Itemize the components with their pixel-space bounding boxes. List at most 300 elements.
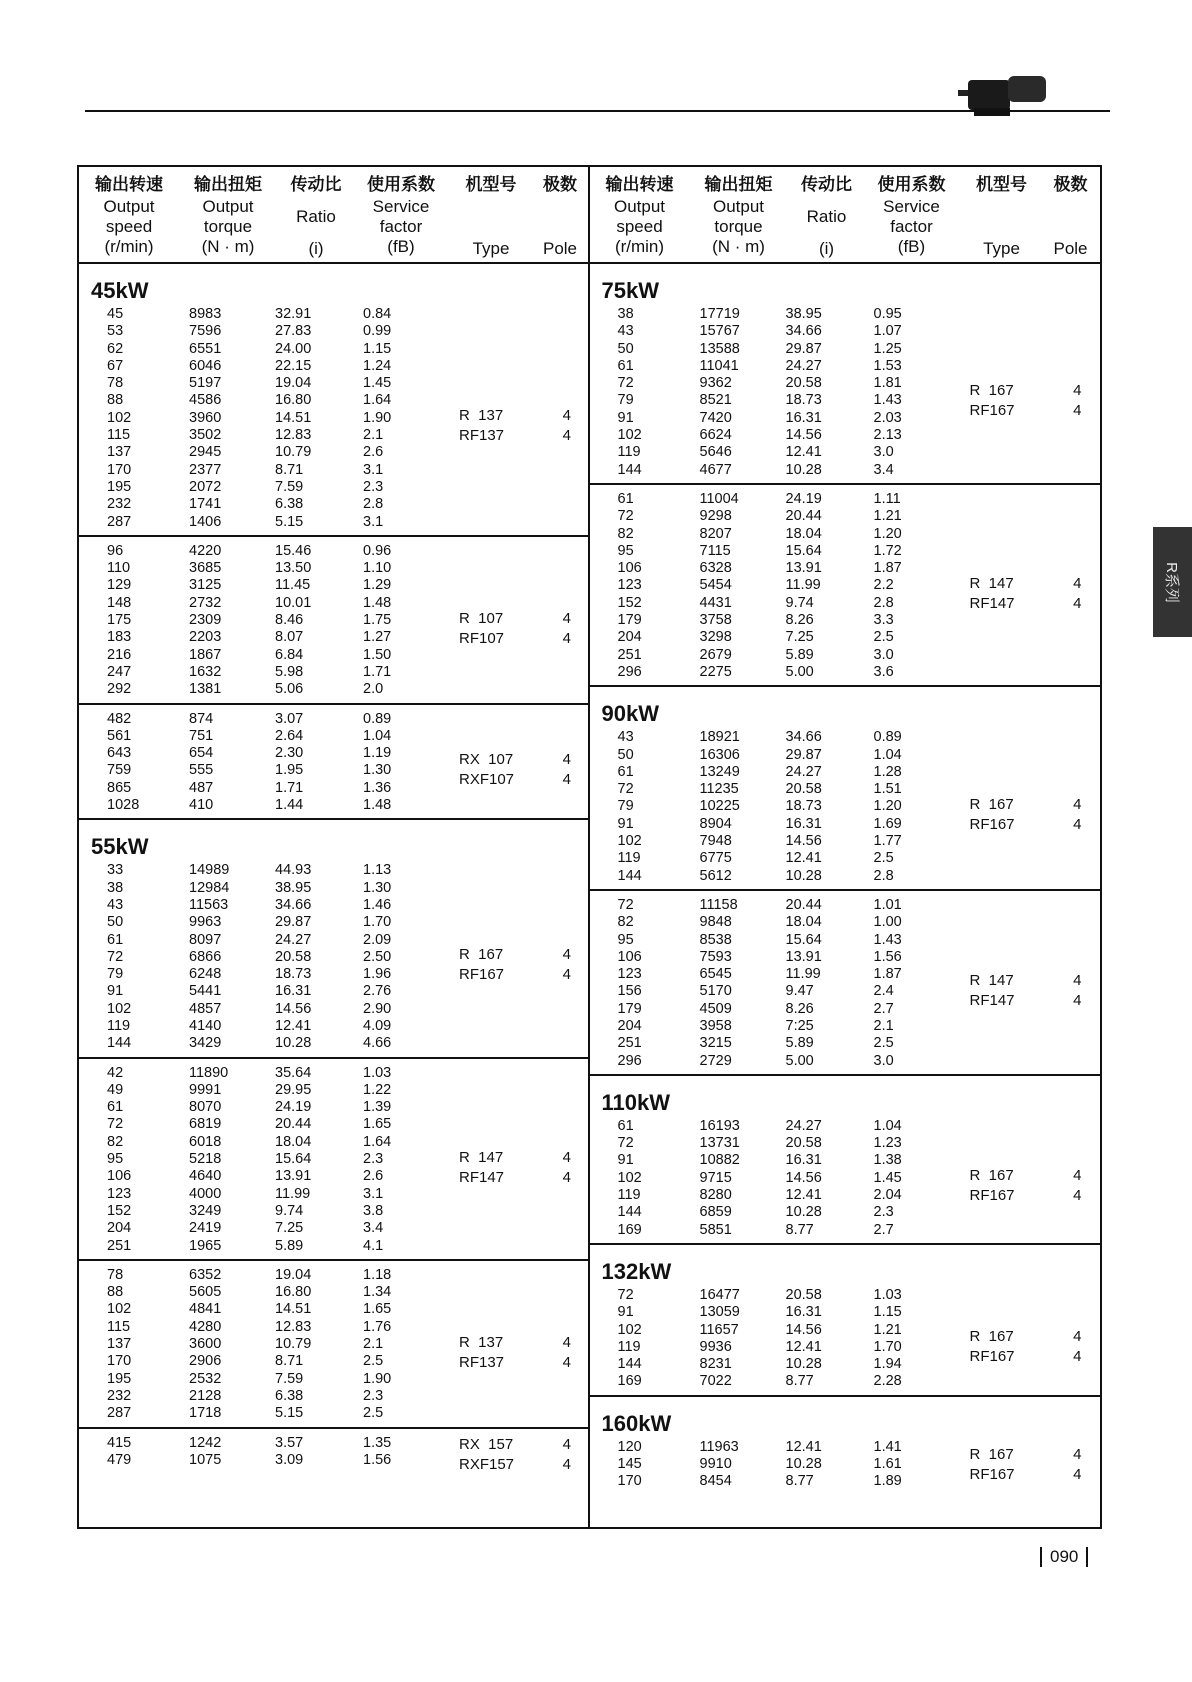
ratio-cell: 11.99 bbox=[785, 577, 821, 594]
model-type: R 137 bbox=[459, 1333, 504, 1351]
output-torque-cell: 13249 bbox=[699, 763, 740, 780]
service-factor-cell: 1.50 bbox=[363, 646, 392, 663]
ratio-cell: 14.56 bbox=[785, 1169, 822, 1186]
output-torque-cell: 16477 bbox=[699, 1286, 740, 1303]
series-side-tab bbox=[1153, 527, 1192, 637]
output-torque-cell: 1242 bbox=[189, 1434, 222, 1451]
ratio-cell: 7.25 bbox=[785, 629, 814, 646]
table-header bbox=[79, 167, 588, 264]
power-group bbox=[590, 1076, 1101, 1245]
ratio-cell: 3.09 bbox=[275, 1451, 304, 1468]
output-speed-cell: 195 bbox=[107, 1370, 132, 1387]
type-line bbox=[459, 770, 571, 790]
ratio-cell: 13.91 bbox=[785, 948, 822, 965]
service-factor-cell: 1.15 bbox=[873, 1304, 902, 1321]
output-speed-cell: 119 bbox=[617, 1187, 641, 1204]
ratio-cell: 16.31 bbox=[785, 815, 822, 832]
table-row bbox=[590, 914, 1101, 931]
service-factor-cell: 2.3 bbox=[363, 478, 384, 495]
type-line bbox=[970, 1166, 1082, 1186]
output-speed-cell: 72 bbox=[617, 1135, 634, 1152]
service-factor-cell: 1.07 bbox=[873, 323, 902, 340]
output-torque-cell: 8454 bbox=[699, 1473, 732, 1490]
power-rating-heading: 90kW bbox=[601, 701, 659, 727]
output-speed-cell: 169 bbox=[617, 1373, 642, 1390]
output-speed-cell: 137 bbox=[107, 444, 132, 461]
output-torque-cell: 11158 bbox=[699, 896, 738, 913]
service-factor-cell: 2.1 bbox=[363, 427, 384, 444]
service-factor-cell: 1.45 bbox=[363, 375, 392, 392]
page-number bbox=[1040, 1547, 1088, 1567]
output-speed-cell: 119 bbox=[107, 1017, 131, 1034]
table-row bbox=[79, 496, 588, 513]
service-factor-cell: 1.94 bbox=[873, 1356, 902, 1373]
output-speed-cell: 106 bbox=[617, 948, 642, 965]
output-torque-cell: 3249 bbox=[189, 1202, 222, 1219]
table-row bbox=[590, 647, 1101, 664]
output-torque-cell: 5612 bbox=[699, 867, 732, 884]
output-torque-cell: 9715 bbox=[699, 1169, 732, 1186]
table-row bbox=[79, 375, 588, 392]
table-row bbox=[590, 306, 1101, 323]
group-rows bbox=[590, 729, 1101, 885]
output-speed-cell: 78 bbox=[107, 1266, 124, 1283]
table-row bbox=[590, 747, 1101, 764]
service-factor-cell: 1.04 bbox=[873, 1117, 902, 1134]
model-type: R 167 bbox=[969, 1167, 1014, 1185]
service-factor-cell: 3.1 bbox=[363, 1185, 384, 1202]
pole-count: 4 bbox=[562, 1168, 571, 1186]
group-rows bbox=[590, 1118, 1101, 1239]
service-factor-cell: 1.65 bbox=[363, 1116, 392, 1133]
group-rows bbox=[79, 543, 588, 699]
output-torque-cell: 3125 bbox=[189, 577, 222, 594]
service-factor-cell: 1.15 bbox=[363, 340, 392, 357]
output-speed-cell: 62 bbox=[107, 340, 124, 357]
ratio-cell: 44.93 bbox=[275, 862, 312, 879]
table-row bbox=[79, 1301, 588, 1318]
model-type: RF147 bbox=[969, 595, 1015, 613]
service-factor-cell: 2.6 bbox=[363, 444, 384, 461]
output-speed-cell: 232 bbox=[107, 496, 132, 513]
service-factor-cell: 2.5 bbox=[873, 850, 894, 867]
col-sf-header: 使用系数 Service factor (fB) bbox=[367, 175, 435, 256]
model-type: RF147 bbox=[969, 992, 1015, 1010]
power-group bbox=[590, 891, 1101, 1076]
ratio-cell: 11.99 bbox=[785, 966, 821, 983]
service-factor-cell: 2.5 bbox=[873, 629, 894, 646]
output-speed-cell: 296 bbox=[617, 663, 642, 680]
ratio-cell: 24.27 bbox=[785, 1117, 822, 1134]
output-speed-cell: 479 bbox=[107, 1451, 132, 1468]
service-factor-cell: 2.0 bbox=[363, 681, 384, 698]
col-speed-header: 输出转速 Output speed (r/min) bbox=[605, 175, 674, 256]
output-torque-cell: 4000 bbox=[189, 1185, 222, 1202]
service-factor-cell: 1.61 bbox=[873, 1456, 902, 1473]
service-factor-cell: 1.71 bbox=[363, 663, 392, 680]
ratio-cell: 5.89 bbox=[785, 646, 814, 663]
table-row bbox=[590, 358, 1101, 375]
ratio-cell: 1.95 bbox=[275, 762, 304, 779]
ratio-cell: 7.59 bbox=[275, 1370, 304, 1387]
output-speed-cell: 61 bbox=[617, 763, 634, 780]
output-torque-cell: 6248 bbox=[189, 966, 222, 983]
ratio-cell: 24.27 bbox=[275, 931, 312, 948]
output-speed-cell: 72 bbox=[617, 781, 634, 798]
ratio-cell: 10.28 bbox=[785, 461, 822, 478]
service-factor-cell: 1.89 bbox=[873, 1473, 902, 1490]
output-torque-cell: 8070 bbox=[189, 1099, 222, 1116]
model-type: RF147 bbox=[459, 1168, 505, 1186]
table-row bbox=[79, 914, 588, 931]
pole-count: 4 bbox=[1073, 972, 1082, 990]
selection-table bbox=[77, 165, 1102, 1529]
table-row bbox=[79, 1116, 588, 1133]
table-row bbox=[590, 462, 1101, 479]
output-speed-cell: 137 bbox=[107, 1336, 132, 1353]
output-torque-cell: 3758 bbox=[699, 612, 732, 629]
output-speed-cell: 82 bbox=[107, 1133, 124, 1150]
output-torque-cell: 11004 bbox=[699, 490, 739, 507]
type-line bbox=[459, 965, 571, 985]
output-speed-cell: 759 bbox=[107, 762, 132, 779]
output-speed-cell: 148 bbox=[107, 594, 132, 611]
table-row bbox=[79, 323, 588, 340]
output-speed-cell: 72 bbox=[617, 1286, 634, 1303]
service-factor-cell: 2.5 bbox=[363, 1353, 384, 1370]
service-factor-cell: 1.70 bbox=[873, 1338, 902, 1355]
ratio-cell: 15.64 bbox=[275, 1151, 312, 1168]
table-row bbox=[79, 797, 588, 814]
output-speed-cell: 102 bbox=[617, 1321, 642, 1338]
output-torque-cell: 5441 bbox=[189, 983, 222, 1000]
ratio-cell: 10.28 bbox=[785, 867, 822, 884]
service-factor-cell: 1.35 bbox=[363, 1434, 392, 1451]
service-factor-cell: 1.96 bbox=[363, 966, 392, 983]
output-speed-cell: 251 bbox=[617, 1035, 642, 1052]
ratio-cell: 5.00 bbox=[785, 663, 814, 680]
power-group bbox=[590, 485, 1101, 687]
table-row bbox=[79, 462, 588, 479]
type-pole-block bbox=[459, 609, 571, 649]
table-right-half bbox=[590, 167, 1101, 1527]
output-speed-cell: 123 bbox=[617, 577, 642, 594]
output-speed-cell: 287 bbox=[107, 513, 132, 530]
pole-count: 4 bbox=[562, 629, 571, 647]
group-rows bbox=[590, 1287, 1101, 1391]
output-torque-cell: 5454 bbox=[699, 577, 732, 594]
model-type: RF167 bbox=[969, 1187, 1015, 1205]
table-row bbox=[590, 1135, 1101, 1152]
output-speed-cell: 79 bbox=[617, 798, 634, 815]
output-torque-cell: 7022 bbox=[699, 1373, 732, 1390]
ratio-cell: 34.66 bbox=[275, 896, 312, 913]
ratio-cell: 16.80 bbox=[275, 1284, 312, 1301]
service-factor-cell: 2.8 bbox=[873, 867, 894, 884]
service-factor-cell: 1.19 bbox=[363, 745, 392, 762]
service-factor-cell: 4.1 bbox=[363, 1237, 384, 1254]
col-ratio-header: 传动比 Ratio (i) bbox=[290, 175, 342, 258]
output-torque-cell: 4640 bbox=[189, 1168, 222, 1185]
output-torque-cell: 13731 bbox=[699, 1135, 740, 1152]
type-line bbox=[459, 1333, 571, 1353]
ratio-cell: 15.46 bbox=[275, 542, 312, 559]
ratio-cell: 38.95 bbox=[785, 306, 822, 322]
service-factor-cell: 1.20 bbox=[873, 798, 902, 815]
model-type: R 147 bbox=[969, 575, 1014, 593]
ratio-cell: 10.28 bbox=[785, 1456, 822, 1473]
series-label: R系列 bbox=[1163, 561, 1180, 603]
ratio-cell: 5.15 bbox=[275, 1405, 304, 1422]
power-group bbox=[590, 264, 1101, 485]
table-row bbox=[79, 1267, 588, 1284]
power-group bbox=[590, 687, 1101, 891]
output-speed-cell: 179 bbox=[617, 612, 642, 629]
output-speed-cell: 38 bbox=[107, 879, 124, 896]
output-torque-cell: 2906 bbox=[189, 1353, 222, 1370]
output-torque-cell: 15767 bbox=[699, 323, 740, 340]
output-speed-cell: 67 bbox=[107, 357, 124, 374]
service-factor-cell: 2.1 bbox=[873, 1017, 894, 1034]
output-speed-cell: 204 bbox=[107, 1220, 132, 1237]
ratio-cell: 12.41 bbox=[785, 1338, 822, 1355]
output-speed-cell: 204 bbox=[617, 629, 642, 646]
output-speed-cell: 145 bbox=[617, 1456, 642, 1473]
output-torque-cell: 6328 bbox=[699, 560, 732, 577]
power-group bbox=[79, 1429, 588, 1474]
service-factor-cell: 2.8 bbox=[873, 594, 894, 611]
type-line bbox=[970, 574, 1082, 594]
service-factor-cell: 1.43 bbox=[873, 392, 902, 409]
ratio-cell: 13.50 bbox=[275, 560, 312, 577]
ratio-cell: 22.15 bbox=[275, 357, 312, 374]
output-torque-cell: 2945 bbox=[189, 444, 222, 461]
table-row bbox=[590, 1053, 1101, 1070]
output-speed-cell: 33 bbox=[107, 862, 124, 879]
output-torque-cell: 9848 bbox=[699, 914, 732, 931]
output-torque-cell: 2419 bbox=[189, 1220, 222, 1237]
ratio-cell: 14.56 bbox=[275, 1000, 312, 1017]
output-torque-cell: 11041 bbox=[699, 357, 739, 374]
ratio-cell: 16.31 bbox=[785, 409, 822, 426]
output-speed-cell: 102 bbox=[617, 1169, 642, 1186]
table-row bbox=[590, 629, 1101, 646]
ratio-cell: 5.89 bbox=[785, 1035, 814, 1052]
table-row bbox=[79, 1203, 588, 1220]
table-row bbox=[79, 880, 588, 897]
table-row bbox=[590, 932, 1101, 949]
output-speed-cell: 204 bbox=[617, 1017, 642, 1034]
service-factor-cell: 1.45 bbox=[873, 1169, 902, 1186]
ratio-cell: 3.07 bbox=[275, 710, 304, 727]
ratio-cell: 12.41 bbox=[785, 1187, 822, 1204]
service-factor-cell: 1.30 bbox=[363, 762, 392, 779]
power-group bbox=[79, 264, 588, 537]
type-line bbox=[459, 1435, 571, 1455]
output-torque-cell: 4509 bbox=[699, 1000, 732, 1017]
pole-count: 4 bbox=[562, 771, 571, 789]
group-rows bbox=[79, 306, 588, 531]
output-torque-cell: 4140 bbox=[189, 1017, 222, 1034]
service-factor-cell: 4.09 bbox=[363, 1017, 392, 1034]
output-speed-cell: 152 bbox=[107, 1202, 132, 1219]
ratio-cell: 35.64 bbox=[275, 1064, 312, 1081]
model-type: RXF107 bbox=[459, 771, 515, 789]
output-speed-cell: 144 bbox=[107, 1035, 132, 1052]
group-rows bbox=[590, 491, 1101, 681]
ratio-cell: 19.04 bbox=[275, 1266, 312, 1283]
output-torque-cell: 18921 bbox=[699, 729, 740, 746]
service-factor-cell: 1.41 bbox=[873, 1438, 902, 1455]
table-row bbox=[590, 850, 1101, 867]
output-torque-cell: 6866 bbox=[189, 948, 222, 965]
ratio-cell: 16.31 bbox=[785, 1304, 822, 1321]
table-row bbox=[590, 543, 1101, 560]
service-factor-cell: 1.70 bbox=[363, 914, 392, 931]
output-speed-cell: 72 bbox=[107, 1116, 124, 1133]
pole-count: 4 bbox=[562, 609, 571, 627]
group-rows bbox=[79, 1434, 588, 1473]
table-row bbox=[79, 1238, 588, 1255]
power-rating-heading: 160kW bbox=[601, 1410, 672, 1436]
output-torque-cell: 8904 bbox=[699, 815, 732, 832]
type-pole-block bbox=[970, 971, 1082, 1011]
ratio-cell: 8.26 bbox=[785, 612, 814, 629]
table-row bbox=[79, 560, 588, 577]
output-speed-cell: 123 bbox=[617, 966, 642, 983]
ratio-cell: 10.79 bbox=[275, 444, 312, 461]
ratio-cell: 12.41 bbox=[785, 1438, 822, 1455]
table-row bbox=[79, 711, 588, 728]
type-pole-block bbox=[970, 1445, 1082, 1485]
ratio-cell: 8.77 bbox=[785, 1373, 814, 1390]
service-factor-cell: 2.03 bbox=[873, 409, 902, 426]
service-factor-cell: 2.04 bbox=[873, 1187, 902, 1204]
type-line bbox=[459, 750, 571, 770]
service-factor-cell: 1.72 bbox=[873, 542, 902, 559]
output-torque-cell: 874 bbox=[189, 710, 214, 727]
output-torque-cell: 10225 bbox=[699, 798, 740, 815]
service-factor-cell: 1.24 bbox=[363, 357, 392, 374]
ratio-cell: 13.91 bbox=[785, 560, 822, 577]
ratio-cell: 8.71 bbox=[275, 1353, 304, 1370]
service-factor-cell: 2.76 bbox=[363, 983, 392, 1000]
table-row bbox=[79, 577, 588, 594]
model-type: R 137 bbox=[459, 407, 504, 425]
service-factor-cell: 3.1 bbox=[363, 461, 384, 478]
ratio-cell: 20.58 bbox=[785, 781, 822, 798]
service-factor-cell: 1.46 bbox=[363, 896, 392, 913]
ratio-cell: 15.64 bbox=[785, 542, 822, 559]
service-factor-cell: 1.13 bbox=[363, 862, 392, 879]
output-speed-cell: 251 bbox=[617, 646, 642, 663]
ratio-cell: 20.58 bbox=[785, 375, 822, 392]
output-torque-cell: 4677 bbox=[699, 461, 732, 478]
ratio-cell: 9.47 bbox=[785, 983, 814, 1000]
output-torque-cell: 2732 bbox=[189, 594, 222, 611]
output-speed-cell: 865 bbox=[107, 779, 132, 796]
output-speed-cell: 106 bbox=[107, 1168, 132, 1185]
output-torque-cell: 9910 bbox=[699, 1456, 732, 1473]
output-speed-cell: 216 bbox=[107, 646, 132, 663]
output-torque-cell: 1741 bbox=[189, 496, 222, 513]
service-factor-cell: 3.0 bbox=[873, 444, 894, 461]
output-speed-cell: 247 bbox=[107, 663, 132, 680]
output-speed-cell: 175 bbox=[107, 612, 132, 629]
ratio-cell: 12.83 bbox=[275, 427, 312, 444]
output-speed-cell: 170 bbox=[617, 1473, 642, 1490]
type-line bbox=[970, 1327, 1082, 1347]
type-line bbox=[970, 1445, 1082, 1465]
group-rows bbox=[590, 1439, 1101, 1491]
ratio-cell: 29.87 bbox=[785, 746, 822, 763]
output-torque-cell: 5218 bbox=[189, 1151, 222, 1168]
type-line bbox=[459, 1353, 571, 1373]
ratio-cell: 10.79 bbox=[275, 1336, 312, 1353]
output-torque-cell: 6624 bbox=[699, 427, 732, 444]
output-speed-cell: 43 bbox=[107, 896, 124, 913]
output-torque-cell: 4220 bbox=[189, 542, 222, 559]
service-factor-cell: 1.90 bbox=[363, 409, 392, 426]
output-torque-cell: 8231 bbox=[699, 1356, 732, 1373]
output-speed-cell: 115 bbox=[107, 427, 131, 444]
pole-count: 4 bbox=[1073, 401, 1082, 419]
pole-count: 4 bbox=[562, 1455, 571, 1473]
ratio-cell: 14.56 bbox=[785, 833, 822, 850]
ratio-cell: 18.73 bbox=[275, 966, 312, 983]
table-row bbox=[590, 491, 1101, 508]
service-factor-cell: 1.00 bbox=[873, 914, 902, 931]
output-torque-cell: 3298 bbox=[699, 629, 732, 646]
output-speed-cell: 61 bbox=[107, 931, 124, 948]
output-torque-cell: 487 bbox=[189, 779, 214, 796]
power-group bbox=[79, 537, 588, 705]
ratio-cell: 10.01 bbox=[275, 594, 312, 611]
type-pole-block bbox=[459, 1148, 571, 1188]
output-torque-cell: 2309 bbox=[189, 612, 222, 629]
output-torque-cell: 5851 bbox=[699, 1221, 732, 1238]
service-factor-cell: 1.75 bbox=[363, 612, 392, 629]
table-row bbox=[79, 1284, 588, 1301]
type-line bbox=[459, 1148, 571, 1168]
col-type-header: 机型号 Type bbox=[976, 175, 1027, 258]
output-torque-cell: 1867 bbox=[189, 646, 222, 663]
service-factor-cell: 2.2 bbox=[873, 577, 894, 594]
service-factor-cell: 3.0 bbox=[873, 1052, 894, 1069]
ratio-cell: 1.71 bbox=[275, 779, 304, 796]
output-speed-cell: 169 bbox=[617, 1221, 642, 1238]
power-group bbox=[79, 820, 588, 1058]
pole-count: 4 bbox=[562, 1148, 571, 1166]
type-pole-block bbox=[970, 1327, 1082, 1367]
table-row bbox=[79, 983, 588, 1000]
col-ratio-header: 传动比 Ratio (i) bbox=[801, 175, 852, 258]
output-torque-cell: 10882 bbox=[699, 1152, 740, 1169]
output-torque-cell: 6046 bbox=[189, 357, 222, 374]
ratio-cell: 16.31 bbox=[275, 983, 312, 1000]
output-speed-cell: 50 bbox=[617, 746, 634, 763]
pole-count: 4 bbox=[1073, 1187, 1082, 1205]
output-speed-cell: 78 bbox=[107, 375, 124, 392]
service-factor-cell: 1.29 bbox=[363, 577, 392, 594]
type-line bbox=[459, 1455, 571, 1475]
output-torque-cell: 5170 bbox=[699, 983, 732, 1000]
ratio-cell: 9.74 bbox=[275, 1202, 304, 1219]
service-factor-cell: 1.20 bbox=[873, 525, 902, 542]
output-speed-cell: 115 bbox=[107, 1318, 131, 1335]
output-speed-cell: 102 bbox=[107, 1301, 132, 1318]
type-line bbox=[459, 426, 571, 446]
